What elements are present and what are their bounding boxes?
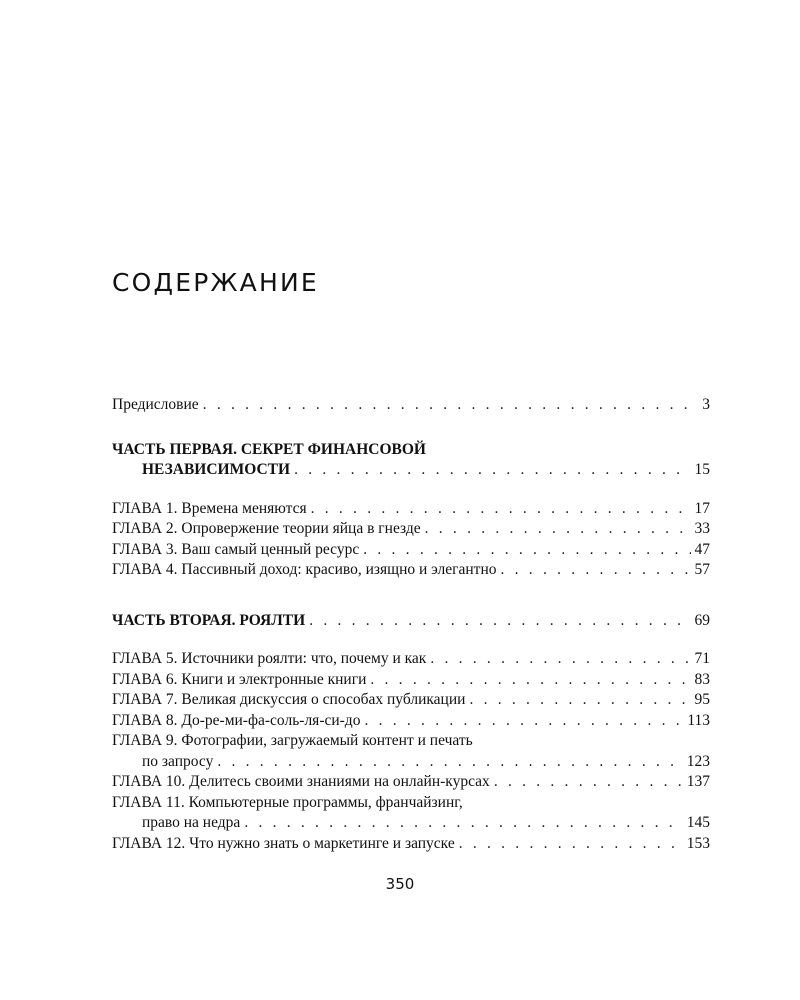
toc-entry-chapter-7[interactable] xyxy=(112,690,710,711)
dot-leader xyxy=(469,690,690,711)
toc-entry-chapter-3[interactable] xyxy=(112,540,710,561)
toc-entry-preface[interactable] xyxy=(112,395,710,416)
toc-entry-chapter-8[interactable] xyxy=(112,711,710,732)
toc-entry-part-2[interactable] xyxy=(112,611,710,632)
contents-heading: СОДЕРЖАНИЕ xyxy=(112,268,319,297)
toc-entry-part-1[interactable] xyxy=(112,460,710,481)
dot-leader xyxy=(311,499,691,520)
toc-entry-page: 33 xyxy=(694,520,710,537)
toc-entry-page: 57 xyxy=(694,561,710,578)
toc-chapter-9-title-line1: ГЛАВА 9. Фотографии, загружаемый контент и печать xyxy=(112,732,473,749)
toc-entry-chapter-5[interactable] xyxy=(112,649,710,670)
dot-leader xyxy=(459,834,683,855)
toc-entry-chapter-4[interactable] xyxy=(112,560,710,581)
dot-leader xyxy=(244,813,682,834)
toc-entry-page: 17 xyxy=(694,499,710,517)
page-number: 350 xyxy=(385,875,415,893)
table-of-contents xyxy=(112,395,710,854)
toc-entry-title: по запросу xyxy=(142,752,214,770)
dot-leader xyxy=(294,460,690,481)
toc-entry-page: 137 xyxy=(686,773,710,790)
toc-entry-title: Предисловие xyxy=(112,396,199,413)
dot-leader xyxy=(203,395,699,416)
toc-entry-page: 83 xyxy=(694,670,710,688)
toc-entry-title: ГЛАВА 7. Великая дискуссия о способах публикации xyxy=(112,691,466,708)
toc-entry-title: ЧАСТЬ ВТОРАЯ. РОЯЛТИ xyxy=(112,611,306,629)
toc-entry-page: 113 xyxy=(687,711,710,729)
toc-entry-chapter-9[interactable] xyxy=(112,752,710,773)
toc-entry-chapter-12[interactable] xyxy=(112,834,710,855)
toc-entry-page: 95 xyxy=(694,691,710,708)
toc-part-1-title-line1: ЧАСТЬ ПЕРВАЯ. СЕКРЕТ ФИНАНСОВОЙ xyxy=(112,440,426,458)
dot-leader xyxy=(217,752,682,773)
toc-entry-page: 15 xyxy=(694,461,710,478)
toc-entry-title: ГЛАВА 4. Пассивный доход: красиво, изящно и элегантно xyxy=(112,561,497,578)
toc-entry-page: 153 xyxy=(686,834,710,852)
toc-entry-page: 47 xyxy=(694,540,710,558)
dot-leader xyxy=(364,711,683,732)
toc-entry-title: НЕЗАВИСИМОСТИ xyxy=(142,461,291,478)
toc-entry-page: 3 xyxy=(702,396,710,413)
toc-entry-chapter-1[interactable] xyxy=(112,499,710,520)
toc-entry-title: ГЛАВА 2. Опровержение теории яйца в гнезде xyxy=(112,520,421,537)
toc-entry-chapter-11[interactable] xyxy=(112,813,710,834)
toc-entry-title: право на недра xyxy=(142,814,241,831)
toc-entry-title: ГЛАВА 10. Делитесь своими знаниями на онлайн-курсах xyxy=(112,773,490,790)
toc-entry-title: ГЛАВА 6. Книги и электронные книги xyxy=(112,670,367,688)
toc-entry-title: ГЛАВА 3. Ваш самый ценный ресурс xyxy=(112,540,360,558)
toc-entry-page: 69 xyxy=(694,611,710,629)
toc-entry-title: ГЛАВА 8. До-ре-ми-фа-соль-ля-си-до xyxy=(112,711,361,729)
dot-leader xyxy=(501,560,691,581)
toc-entry-chapter-2[interactable] xyxy=(112,519,710,540)
toc-entry-chapter-10[interactable] xyxy=(112,772,710,793)
toc-entry-page: 71 xyxy=(694,650,710,667)
toc-entry-page: 145 xyxy=(686,814,710,831)
toc-entry-chapter-6[interactable] xyxy=(112,670,710,691)
toc-chapter-11-title-line1: ГЛАВА 11. Компьютерные программы, франчайзинг, xyxy=(112,793,463,811)
toc-entry-title: ГЛАВА 12. Что нужно знать о маркетинге и запуске xyxy=(112,834,455,852)
toc-entry-title: ГЛАВА 5. Источники роялти: что, почему и как xyxy=(112,650,427,667)
dot-leader xyxy=(430,649,690,670)
toc-entry-page: 123 xyxy=(686,752,710,770)
dot-leader xyxy=(363,540,690,561)
dot-leader xyxy=(370,670,690,691)
dot-leader xyxy=(494,772,683,793)
toc-entry-title: ГЛАВА 1. Времена меняются xyxy=(112,499,307,517)
dot-leader xyxy=(425,519,691,540)
dot-leader xyxy=(309,611,690,632)
